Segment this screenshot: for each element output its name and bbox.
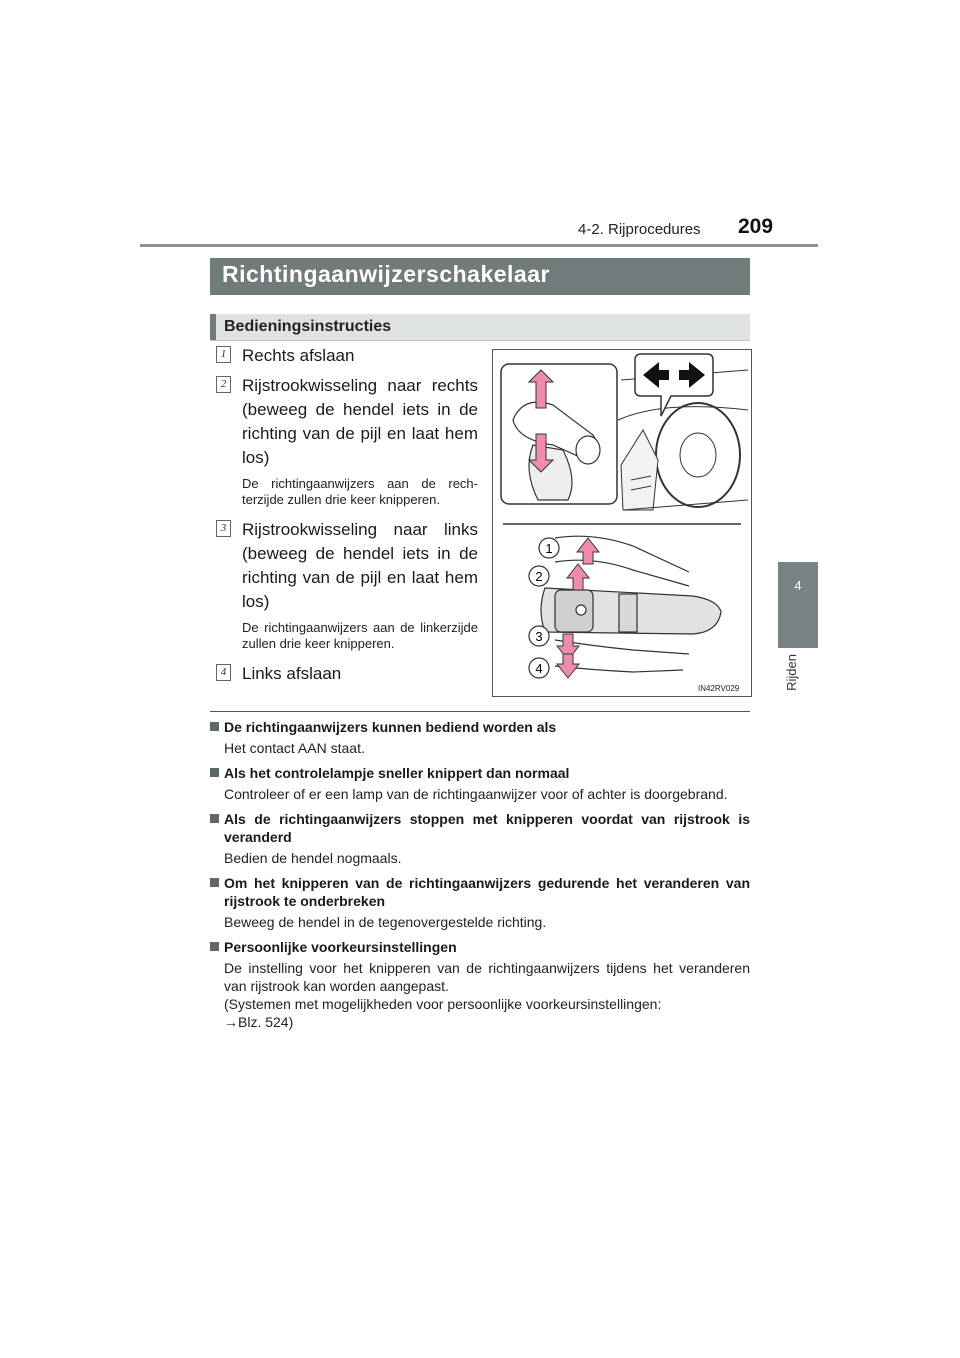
note-heading: Om het knipperen van de richtingaanwijzers gedurende het veranderen van rijstrook te onderbreken xyxy=(210,874,750,910)
step-number: 1 xyxy=(216,346,231,363)
step-text: Rijstrookwisseling naar rechts (beweeg de hendel iets in de richting van de pijl en laat hem los) xyxy=(242,376,478,467)
step-item xyxy=(216,662,478,686)
note-item xyxy=(210,718,750,757)
callout-3 xyxy=(529,626,549,646)
callout-2 xyxy=(529,566,549,586)
note-heading: De richtingaanwijzers kunnen bediend worden als xyxy=(210,718,750,736)
step-item xyxy=(216,344,478,368)
step-item xyxy=(216,374,478,508)
page-number: 209 xyxy=(738,215,774,238)
callout-label: 3 xyxy=(535,629,543,644)
callout-label: 4 xyxy=(535,661,543,676)
lever-stalk-drawing xyxy=(541,588,721,634)
figure-code: IN42RV029 xyxy=(698,684,740,693)
step-note: De richtingaanwijzers aan de linkerzijde zullen drie keer knipperen. xyxy=(242,620,478,651)
note-item xyxy=(210,938,750,1031)
step-number: 2 xyxy=(216,376,231,393)
callout-4 xyxy=(529,658,549,678)
subheading-rule xyxy=(210,340,750,341)
step-number: 3 xyxy=(216,520,231,537)
subheading-accent xyxy=(210,314,216,340)
step-number: 4 xyxy=(216,664,231,681)
turn-signal-illustration xyxy=(493,350,751,696)
note-body xyxy=(210,913,750,931)
notes-list xyxy=(210,718,750,1038)
subheading: Bedieningsinstructies xyxy=(224,318,392,335)
section-label: 4-2. Rijprocedures xyxy=(578,221,701,238)
note-heading: Als het controlelampje sneller knippert dan normaal xyxy=(210,764,750,782)
callout-label: 2 xyxy=(535,569,543,584)
note-line: Controleer of er een lamp van de richtingaanwijzer voor of achter is doorgebrand. xyxy=(224,786,728,802)
note-line: Bedien de hendel nogmaals. xyxy=(224,850,402,866)
page-title: Richtingaanwijzerschakelaar xyxy=(222,261,550,287)
note-line: Beweeg de hendel in de tegenovergestelde richting. xyxy=(224,914,547,930)
chapter-tab-label-box xyxy=(778,650,818,720)
note-line: →Blz. 524) xyxy=(224,1014,294,1030)
chapter-tab-label: Rijden xyxy=(784,654,799,691)
note-heading: Persoonlijke voorkeursinstellingen xyxy=(210,938,750,956)
note-line: De instelling voor het knipperen van de richtingaanwijzers tijdens het veranderen van rijstrook kan worden aangepast. xyxy=(224,960,750,994)
arrow-down-4-icon xyxy=(557,654,579,678)
step-text: Links afslaan xyxy=(242,664,342,683)
note-body xyxy=(210,959,750,1031)
note-line: (Systemen met mogelijkheden voor persoonlijke voorkeursinstellingen: xyxy=(224,996,662,1012)
turn-signal-figure xyxy=(492,349,752,697)
callout-label: 1 xyxy=(545,541,553,556)
note-body xyxy=(210,739,750,757)
instruction-list xyxy=(216,344,478,692)
step-text: Rijstrookwisseling naar links (beweeg de hendel iets in de richting van de pijl en laat hem los) xyxy=(242,520,478,611)
note-body xyxy=(210,785,750,803)
header-rule xyxy=(140,244,818,247)
note-item xyxy=(210,810,750,867)
note-item xyxy=(210,764,750,803)
callout-1 xyxy=(539,538,559,558)
notes-rule xyxy=(210,711,750,712)
step-text: Rechts afslaan xyxy=(242,346,355,365)
step-item xyxy=(216,518,478,652)
note-item xyxy=(210,874,750,931)
note-body xyxy=(210,849,750,867)
chapter-tab xyxy=(778,562,818,648)
note-line: Het contact AAN staat. xyxy=(224,740,365,756)
step-note: De richtingaanwijzers aan de rechterzijde zullen drie keer knipperen. xyxy=(242,476,478,507)
arrow-up-2-icon xyxy=(567,564,589,590)
chapter-tab-number: 4 xyxy=(794,578,802,593)
note-heading: Als de richtingaanwijzers stoppen met knipperen voordat van rijstrook is veranderd xyxy=(210,810,750,846)
